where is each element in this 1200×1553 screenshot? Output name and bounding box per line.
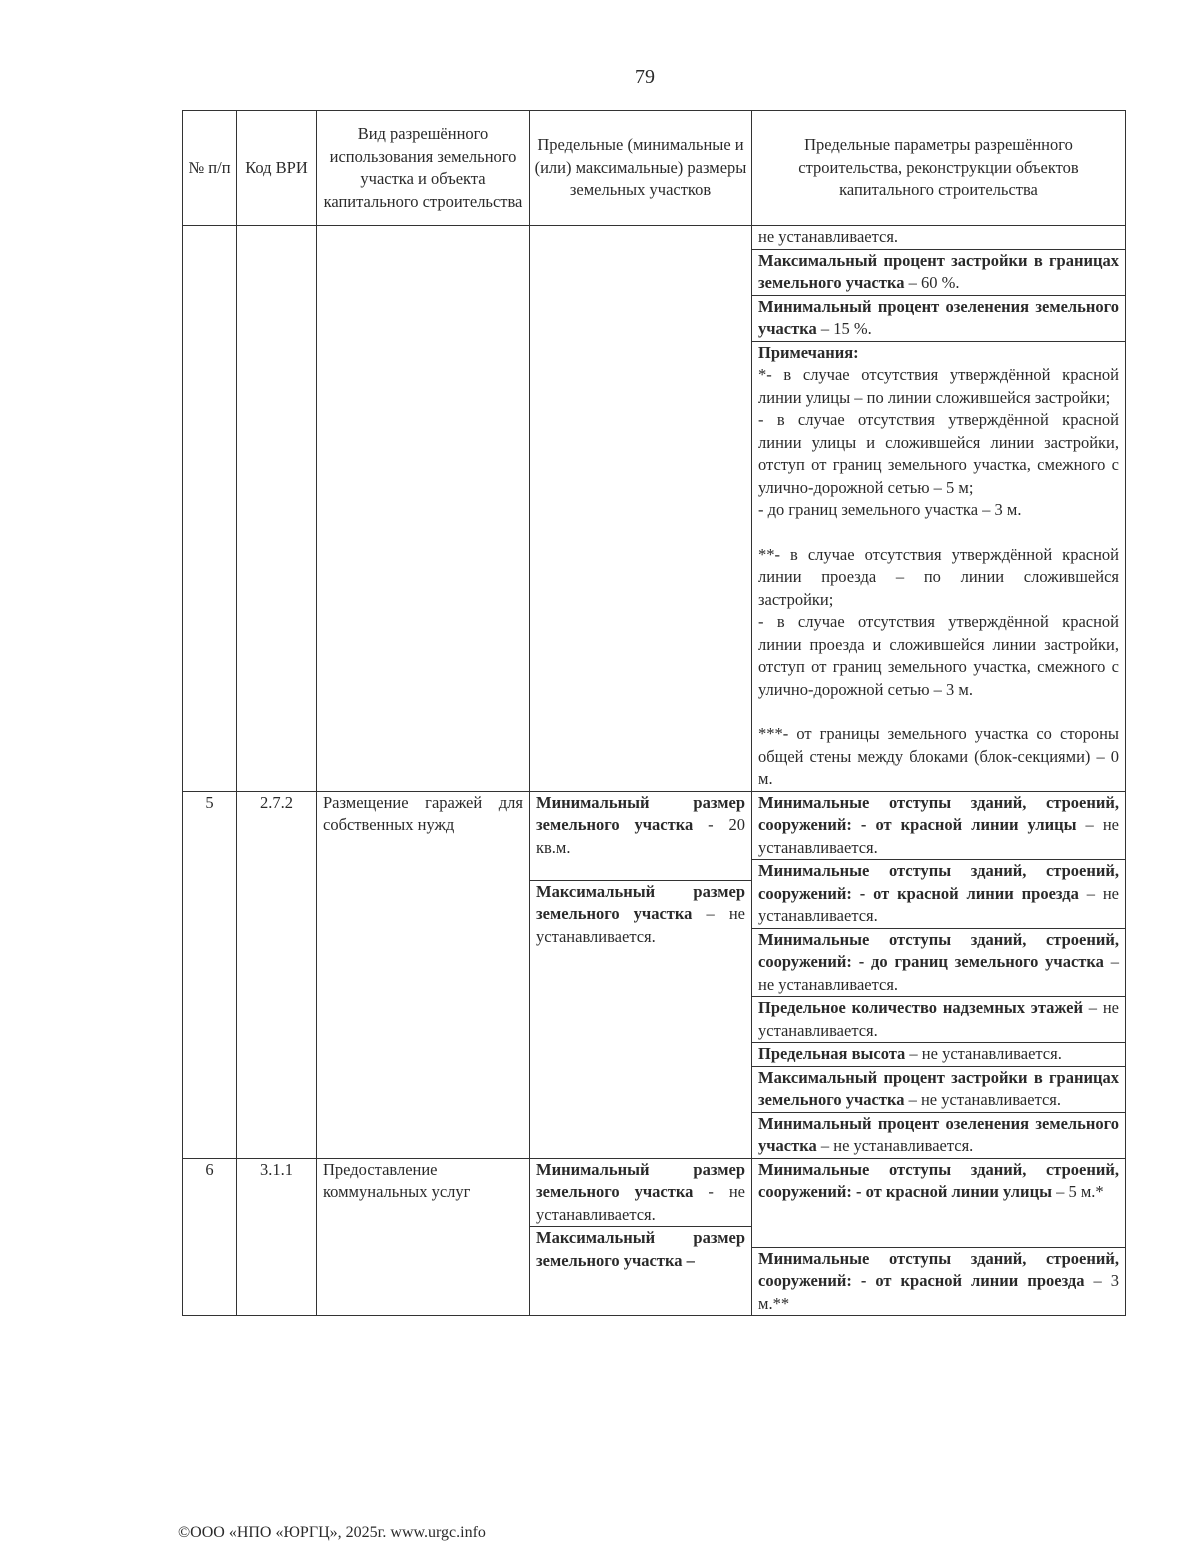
- header-number: № п/п: [183, 111, 237, 226]
- regulations-table: [182, 110, 1126, 1316]
- table-row: [183, 791, 1126, 1158]
- note-item: - в случае отсутствия утверждённой красной линии улицы и сложившейся линии застройки, отступ от границ земельного участка, смежного с улично-дорожной сетью – 5 м;: [758, 410, 1119, 497]
- param-cell: Минимальный процент озеленения земельного участка – 15 %.: [752, 295, 1125, 341]
- note-item: - в случае отсутствия утверждённой красной линии проезда и сложившейся линии застройки, отступ от границ земельного участка, смежного с улично-дорожной сетью – 3 м.: [758, 612, 1119, 699]
- page-number: 79: [635, 66, 655, 88]
- param-cell: Минимальные отступы зданий, строений, сооружений: - до границ земельного участка – не устанавливается.: [752, 928, 1125, 997]
- param-cell: Минимальные отступы зданий, строений, сооружений: - от красной линии проезда – не устанавливается.: [752, 859, 1125, 928]
- param-cell: не устанавливается.: [758, 227, 899, 246]
- header-parameters: Предельные параметры разрешённого строительства, реконструкции объектов капитального строительства: [752, 111, 1126, 226]
- row-number: 6: [183, 1158, 237, 1316]
- note-item: - до границ земельного участка – 3 м.: [758, 500, 1022, 519]
- size-cell: Минимальный размер земельного участка - не устанавливается.: [536, 1159, 745, 1224]
- param-cell: Минимальные отступы зданий, строений, сооружений: - от красной линии улицы – 5 м.*: [758, 1159, 1119, 1201]
- row-use-type: Предоставление коммунальных услуг: [317, 1158, 530, 1316]
- table-row: [183, 226, 1126, 792]
- row-code: 2.7.2: [237, 791, 317, 1158]
- param-cell: Предельное количество надземных этажей – не устанавливается.: [752, 996, 1125, 1042]
- header-use-type: Вид разрешённого использования земельного участка и объекта капитального строительства: [317, 111, 530, 226]
- param-cell: Максимальный процент застройки в границах земельного участка – 60 %.: [752, 249, 1125, 295]
- row-use-type: Размещение гаражей для собственных нужд: [317, 791, 530, 1158]
- row-code: 3.1.1: [237, 1158, 317, 1316]
- table-row: [183, 1158, 1126, 1316]
- header-code: Код ВРИ: [237, 111, 317, 226]
- param-cell: Максимальный процент застройки в границах земельного участка – не устанавливается.: [752, 1066, 1125, 1112]
- param-cell: Минимальные отступы зданий, строений, сооружений: - от красной линии проезда – 3 м.**: [752, 1247, 1125, 1316]
- note-item: *- в случае отсутствия утверждённой красной линии улицы – по линии сложившейся застройки;: [758, 365, 1119, 407]
- param-cell: Предельная высота – не устанавливается.: [752, 1042, 1125, 1066]
- table-header-row: [183, 111, 1126, 226]
- row-number: 5: [183, 791, 237, 1158]
- header-plot-size: Предельные (минимальные и (или) максимальные) размеры земельных участков: [530, 111, 752, 226]
- note-item: **- в случае отсутствия утверждённой красной линии проезда – по линии сложившейся застройки;: [758, 544, 1119, 609]
- size-cell: Максимальный размер земельного участка –: [530, 1226, 751, 1272]
- notes-cell: [752, 341, 1125, 791]
- param-cell: Минимальные отступы зданий, строений, сооружений: - от красной линии улицы – не устанавливается.: [758, 792, 1119, 857]
- footer-copyright: ©ООО «НПО «ЮРГЦ», 2025г. www.urgc.info: [178, 1524, 486, 1541]
- param-cell: Минимальный процент озеленения земельного участка – не устанавливается.: [752, 1112, 1125, 1158]
- size-cell: Максимальный размер земельного участка – не устанавливается.: [530, 880, 751, 949]
- notes-title: Примечания:: [758, 342, 859, 362]
- size-cell: Минимальный размер земельного участка - 20 кв.м.: [536, 792, 745, 857]
- note-item: ***- от границы земельного участка со стороны общей стены между блоками (блок-секциями) – 0 м.: [758, 724, 1119, 788]
